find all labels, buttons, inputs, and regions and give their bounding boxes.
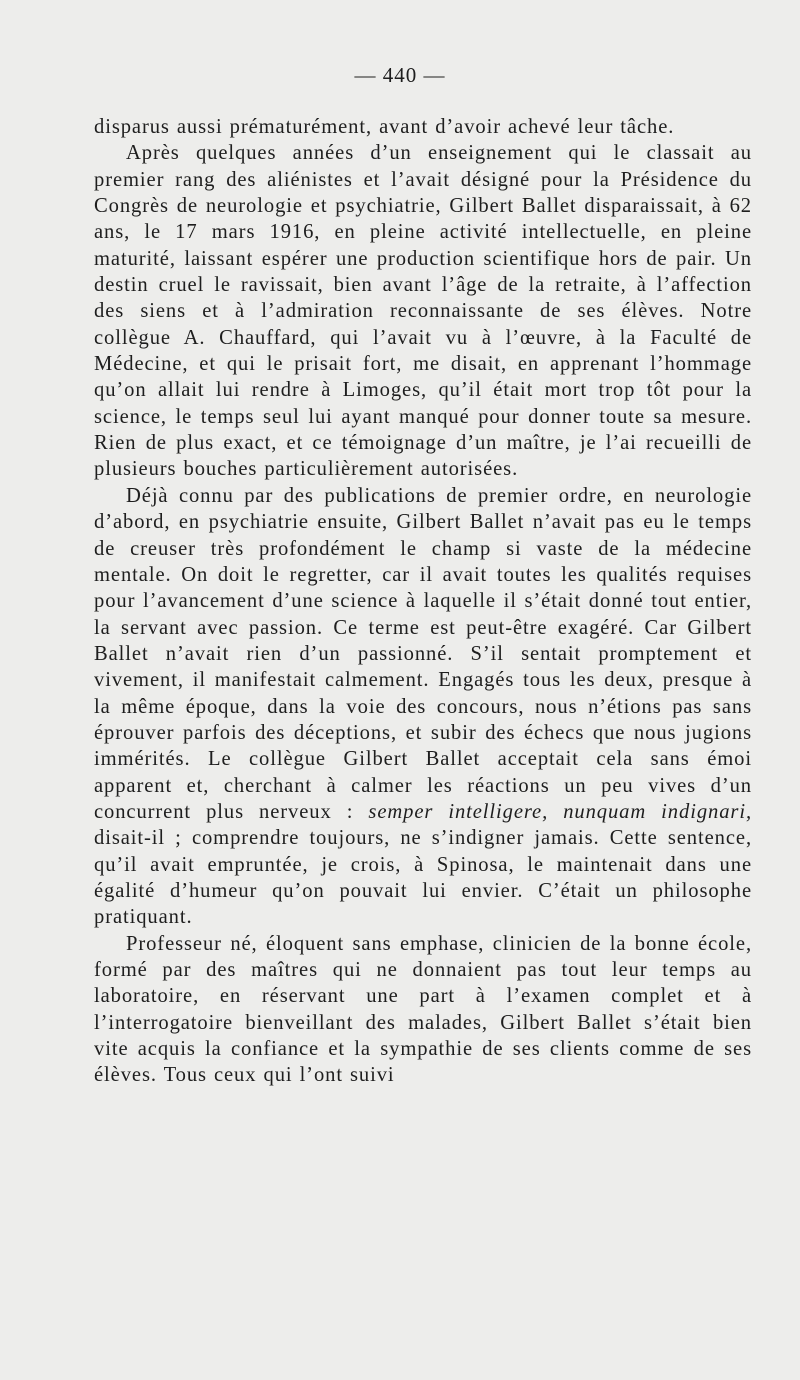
paragraph [94, 140, 752, 482]
paragraph-text: disparus aussi prématurément, avant d’avoir achevé leur tâche. [94, 116, 675, 138]
paragraph-text: Déjà connu par des publications de premier ordre, en neurologie d’abord, en psychiatrie ensuite, Gilbert Ballet n’avait pas eu le temps de creuser très profondément le champ si vaste de la médecine mentale. On doit le regretter, car il avait toutes les qualités requises pour l’avancement d’une science à laquelle il s’était donné tout entier, la servant avec passion. Ce terme est peut-être exagéré. Car Gilbert Ballet n’avait rien d’un passionné. S’il sentait promptement et vivement, il manifestait calmement. Engagés tous les deux, presque à la même époque, dans la voie des concours, nous n’étions pas sans éprouver parfois des déceptions, et subir des échecs que nous jugions immérités. Le collègue Gilbert Ballet acceptait cela sans émoi apparent et, cherchant à calmer les réactions un peu vives d’un concurrent plus nerveux : [94, 484, 752, 823]
paragraph-text: Après quelques années d’un enseignement qui le classait au premier rang des aliénistes et l’avait désigné pour la Présidence du Congrès de neurologie et psychiatrie, Gilbert Ballet disparaissait, à 62 ans, le 17 mars 1916, en pleine activité intellectuelle, en pleine maturité, laissant espérer une production scientifique hors de pair. Un destin cruel le ravissait, bien avant l’âge de la retraite, à l’affection des siens et à l’admiration reconnaissante de ses élèves. Notre collègue A. Chauffard, qui l’avait vu à l’œuvre, à la Faculté de Médecine, et qui le prisait fort, me disait, en apprenant l’hommage qu’on allait lui rendre à Limoges, qu’il était mort trop tôt pour la science, le temps seul lui ayant manqué pour donner toute sa mesure. Rien de plus exact, et ce témoignage d’un maître, je l’ai recueilli de plusieurs bouches particulièrement autorisées. [94, 142, 752, 481]
paragraph-text: Professeur né, éloquent sans emphase, clinicien de la bonne école, formé par des maîtres qui ne donnaient pas tout leur temps au laboratoire, en réservant une part à l’examen complet et à l’interrogatoire bienveillant des malades, Gilbert Ballet s’était bien vite acquis la confiance et la sympathie de ses clients comme de ses élèves. Tous ceux qui l’ont suivi [94, 932, 752, 1087]
paragraph [94, 483, 752, 931]
paragraph [94, 114, 752, 140]
body-text [94, 114, 752, 1089]
page-number-header: — 440 — [354, 63, 446, 87]
paragraph-text: disait-il ; comprendre toujours, ne s’indigner jamais. Cette sentence, qu’il avait empruntée, je crois, à Spinosa, le maintenait dans une égalité d’humeur qu’on pouvait lui envier. C’était un philosophe pratiquant. [94, 827, 752, 929]
italic-quote: semper intelligere, nunquam indignari, [368, 800, 752, 823]
paragraph [94, 931, 752, 1089]
